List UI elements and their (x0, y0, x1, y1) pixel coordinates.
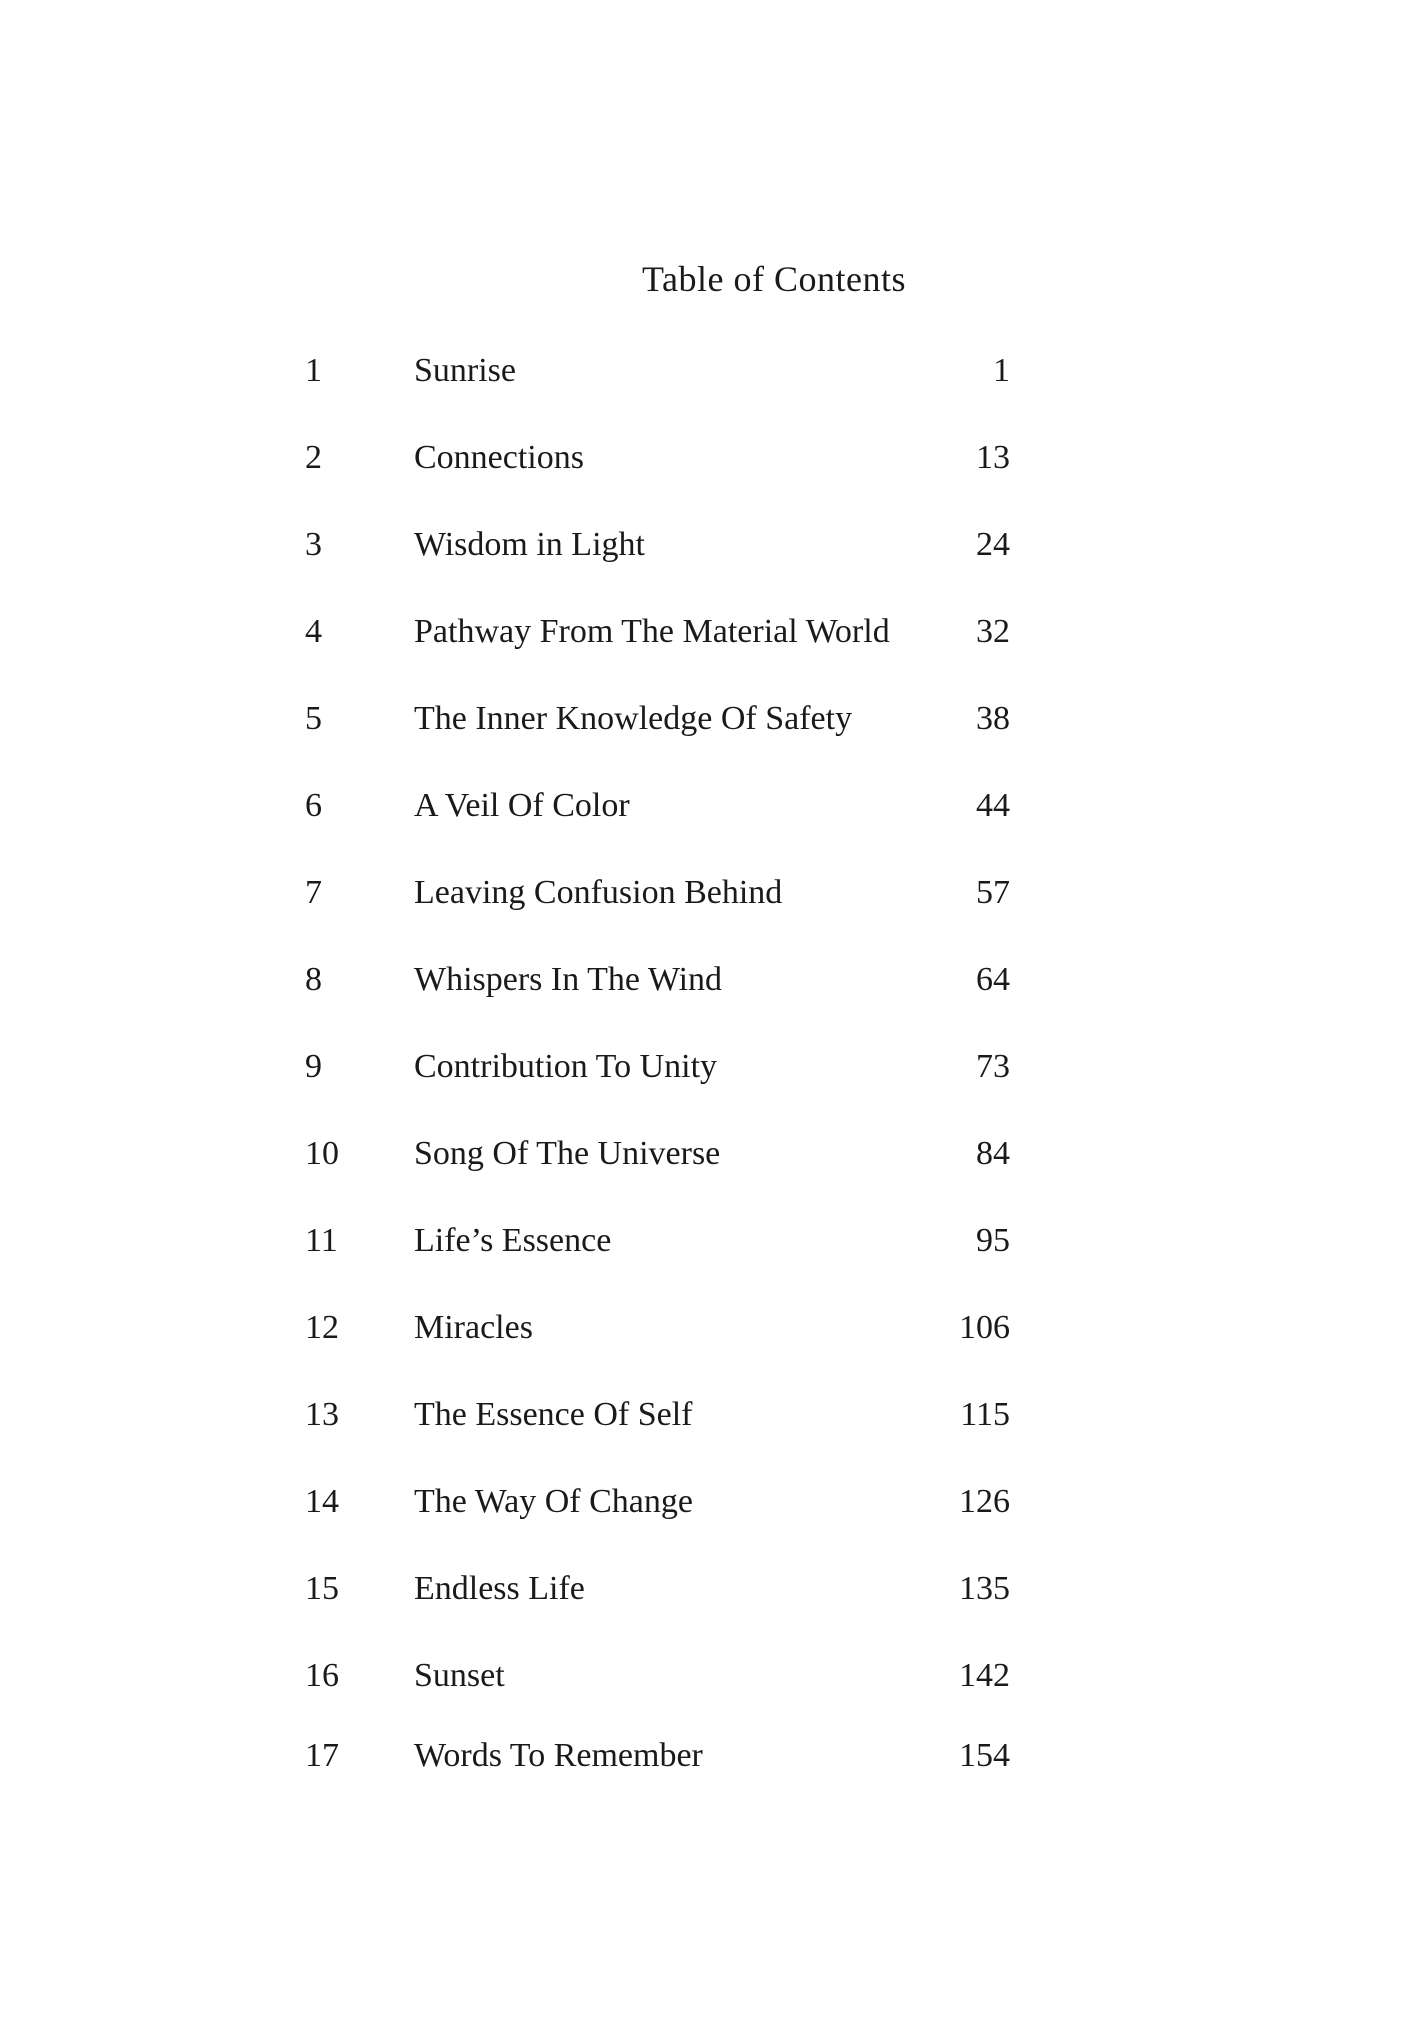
toc-entry (0, 1216, 1428, 1266)
page-number: 126 (959, 1483, 1010, 1520)
toc-entry (0, 1564, 1428, 1614)
chapter-number: 5 (305, 700, 322, 737)
chapter-title: Life’s Essence (414, 1222, 612, 1259)
toc-entry (0, 1477, 1428, 1527)
chapter-title: Pathway From The Material World (414, 613, 890, 650)
chapter-number: 11 (305, 1222, 338, 1259)
page-number: 57 (976, 874, 1010, 911)
page-number: 13 (976, 439, 1010, 476)
page-number: 44 (976, 787, 1010, 824)
chapter-title: Sunrise (414, 352, 516, 389)
chapter-title: Endless Life (414, 1570, 585, 1607)
page-number: 106 (959, 1309, 1010, 1346)
chapter-title: A Veil Of Color (414, 787, 630, 824)
chapter-number: 3 (305, 526, 322, 563)
chapter-title: Miracles (414, 1309, 533, 1346)
page-title: Table of Contents (642, 259, 906, 299)
page-number: 73 (976, 1048, 1010, 1085)
page-number: 32 (976, 613, 1010, 650)
chapter-number: 4 (305, 613, 322, 650)
toc-entry (0, 781, 1428, 831)
page-number: 38 (976, 700, 1010, 737)
toc-entry (0, 955, 1428, 1005)
chapter-number: 7 (305, 874, 322, 911)
chapter-title: Sunset (414, 1657, 505, 1694)
chapter-number: 1 (305, 352, 322, 389)
chapter-title: The Way Of Change (414, 1483, 693, 1520)
chapter-title: Contribution To Unity (414, 1048, 718, 1085)
chapter-title: Wisdom in Light (414, 526, 645, 563)
toc-entry (0, 433, 1428, 483)
chapter-title: Song Of The Universe (414, 1135, 721, 1172)
toc-entry (0, 607, 1428, 657)
toc-entry (0, 1042, 1428, 1092)
chapter-title: The Inner Knowledge Of Safety (414, 700, 853, 737)
toc-entry (0, 868, 1428, 918)
page-number: 1 (993, 352, 1010, 389)
chapter-number: 6 (305, 787, 322, 824)
chapter-number: 17 (305, 1737, 339, 1774)
chapter-number: 14 (305, 1483, 339, 1520)
page-number: 115 (960, 1396, 1010, 1433)
toc-entry (0, 520, 1428, 570)
toc-entry (0, 694, 1428, 744)
page-number: 95 (976, 1222, 1010, 1259)
chapter-number: 8 (305, 961, 322, 998)
chapter-title: Leaving Confusion Behind (414, 874, 783, 911)
toc-entry (0, 1129, 1428, 1179)
chapter-number: 12 (305, 1309, 339, 1346)
chapter-number: 9 (305, 1048, 322, 1085)
toc-entry (0, 346, 1428, 396)
chapter-number: 16 (305, 1657, 339, 1694)
toc-entry (0, 1390, 1428, 1440)
chapter-title: Words To Remember (414, 1737, 703, 1774)
page-number: 64 (976, 961, 1010, 998)
chapter-title: The Essence Of Self (414, 1396, 693, 1433)
page-number: 135 (959, 1570, 1010, 1607)
chapter-number: 2 (305, 439, 322, 476)
page-number: 84 (976, 1135, 1010, 1172)
chapter-title: Connections (414, 439, 584, 476)
chapter-number: 15 (305, 1570, 339, 1607)
chapter-number: 13 (305, 1396, 339, 1433)
page-number: 142 (959, 1657, 1010, 1694)
page-number: 154 (959, 1737, 1010, 1774)
toc-entry (0, 1651, 1428, 1701)
toc-entry (0, 1731, 1428, 1781)
page-number: 24 (976, 526, 1010, 563)
chapter-number: 10 (305, 1135, 339, 1172)
toc-entry (0, 1303, 1428, 1353)
chapter-title: Whispers In The Wind (414, 961, 723, 998)
